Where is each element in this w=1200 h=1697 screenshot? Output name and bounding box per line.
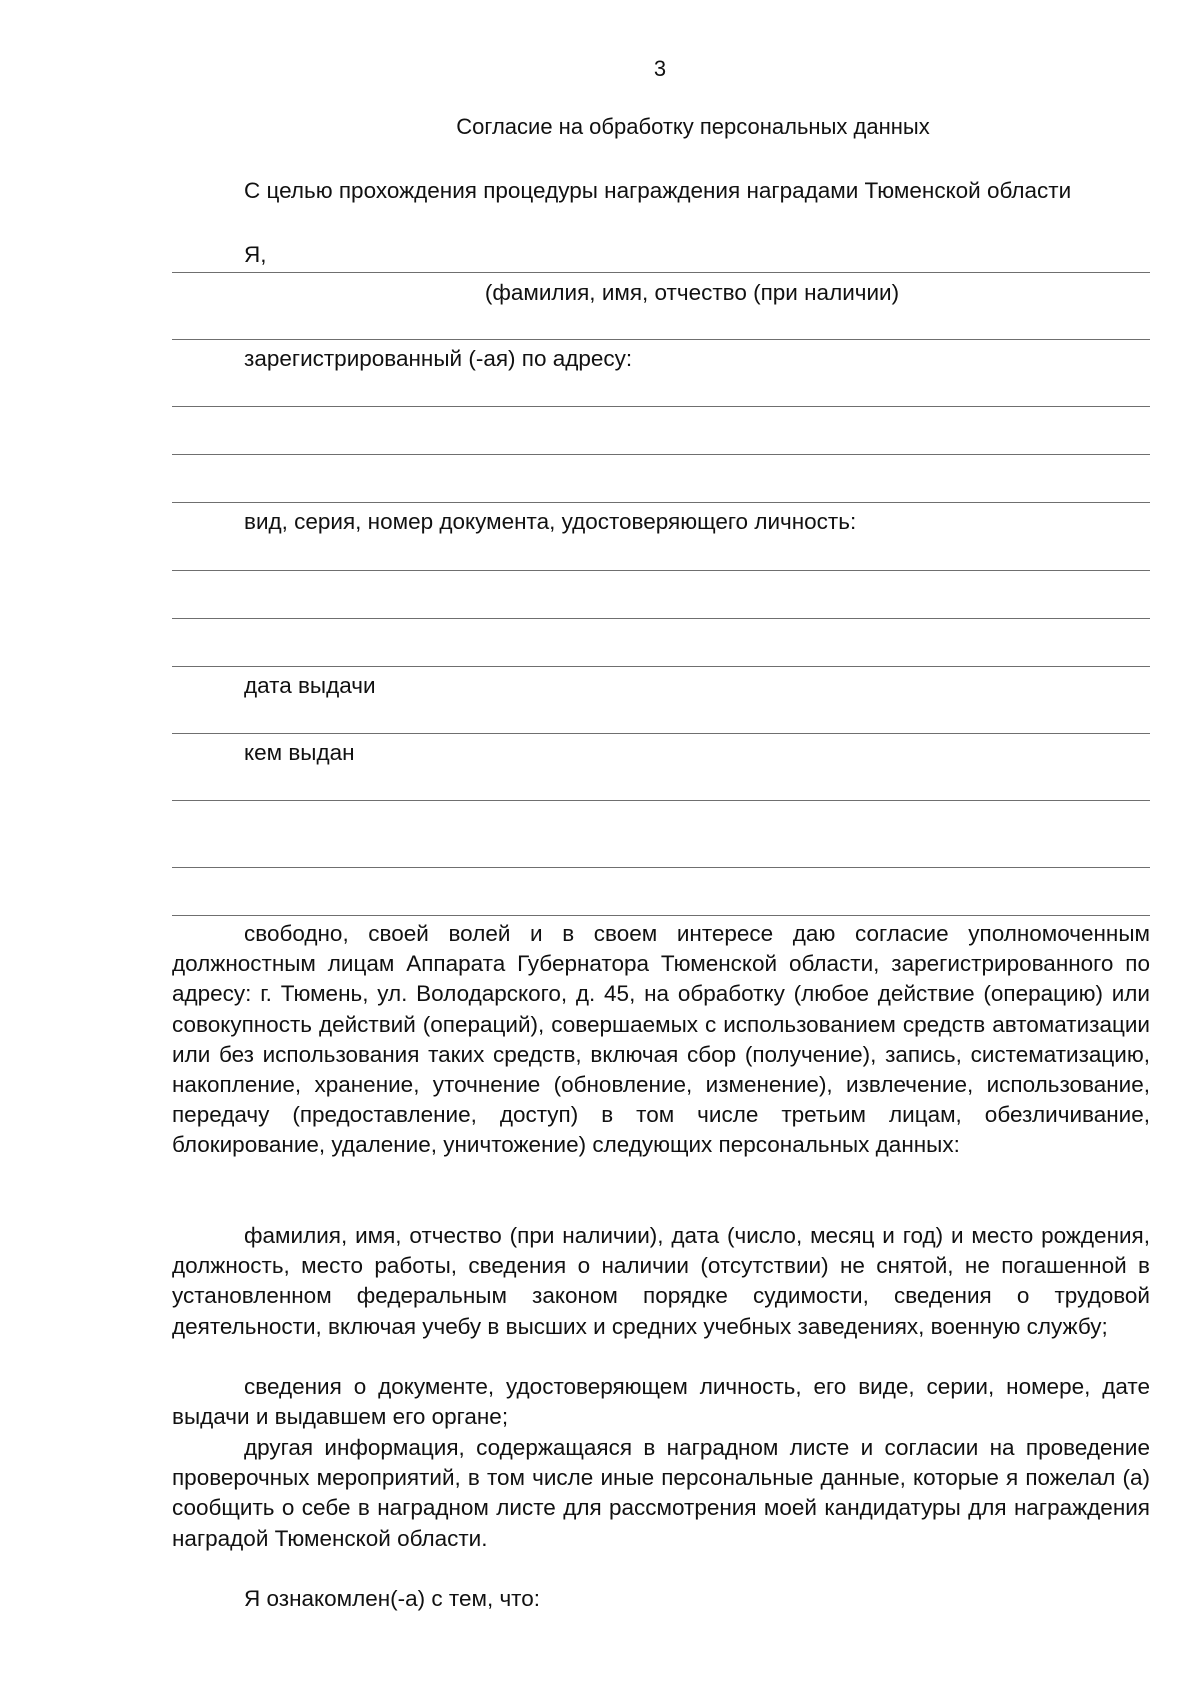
registered-label: зарегистрированный (-ая) по адресу: — [244, 346, 633, 371]
document-title: Согласие на обработку персональных данных — [456, 114, 930, 139]
address-field-line-2 — [172, 454, 1150, 455]
fio-field-line — [172, 272, 1150, 273]
consent-paragraph: свободно, своей волей и в своем интересе даю согласие уполномоченным должностным лицам Аппарата Губернатора Тюменской области, зарегистрированного по адресу: г. Тюмень, ул. Володарского, д. 45, на обработку (любое действие (операцию) или совокупность действий (операций), совершаемых с использованием средств автоматизации или без использования таких средств, включая сбор (получение), запись, систематизацию, накопление, хранение, уточнение (обновление, изменение), извлечение, использование, передачу (предоставление, доступ) в том числе третьим лицам, обезличивание, блокирование, удаление, уничтожение) следующих персональных данных: — [172, 921, 1150, 1158]
document-info-paragraph: сведения о документе, удостоверяющем личность, его виде, серии, номере, дате выдачи и выдавшем его органе; — [172, 1374, 1150, 1430]
document-field-line-1 — [172, 570, 1150, 571]
issued-by-label: кем выдан — [244, 740, 355, 765]
other-info-paragraph: другая информация, содержащаяся в наградном листе и согласии на проведение проверочных мероприятий, в том числе иные персональные данные, которые я пожелал (а) сообщить о себе в наградном листе для рассмотрения моей кандидатуры для награждения наградой Тюменской области. — [172, 1435, 1150, 1551]
issued-by-field-line-2 — [172, 867, 1150, 868]
page-number: 3 — [653, 56, 667, 81]
issued-by-field-line-1 — [172, 800, 1150, 801]
acknowledged-paragraph: Я ознакомлен(-а) с тем, что: — [244, 1586, 540, 1611]
issue-date-label: дата выдачи — [244, 673, 376, 698]
fio-field-line-2 — [172, 339, 1150, 340]
issue-date-field-line — [172, 733, 1150, 734]
document-field-line-2 — [172, 618, 1150, 619]
address-field-line-3 — [172, 502, 1150, 503]
fio-caption: (фамилия, имя, отчество (при наличии) — [484, 280, 900, 305]
address-field-line-1 — [172, 406, 1150, 407]
personal-data-paragraph: фамилия, имя, отчество (при наличии), дата (число, месяц и год) и место рождения, должность, место работы, сведения о наличии (отсутствии) не снятой, не погашенной в установленном федеральным законом порядке судимости, сведения о трудовой деятельности, включая учебу в высших и средних учебных заведениях, военную службу; — [172, 1223, 1150, 1339]
intro-paragraph: С целью прохождения процедуры награждения наградами Тюменской области — [244, 178, 1072, 203]
document-field-line-3 — [172, 666, 1150, 667]
issued-by-field-line-3 — [172, 915, 1150, 916]
document-label: вид, серия, номер документа, удостоверяющего личность: — [244, 509, 857, 534]
i-label: Я, — [244, 242, 267, 267]
